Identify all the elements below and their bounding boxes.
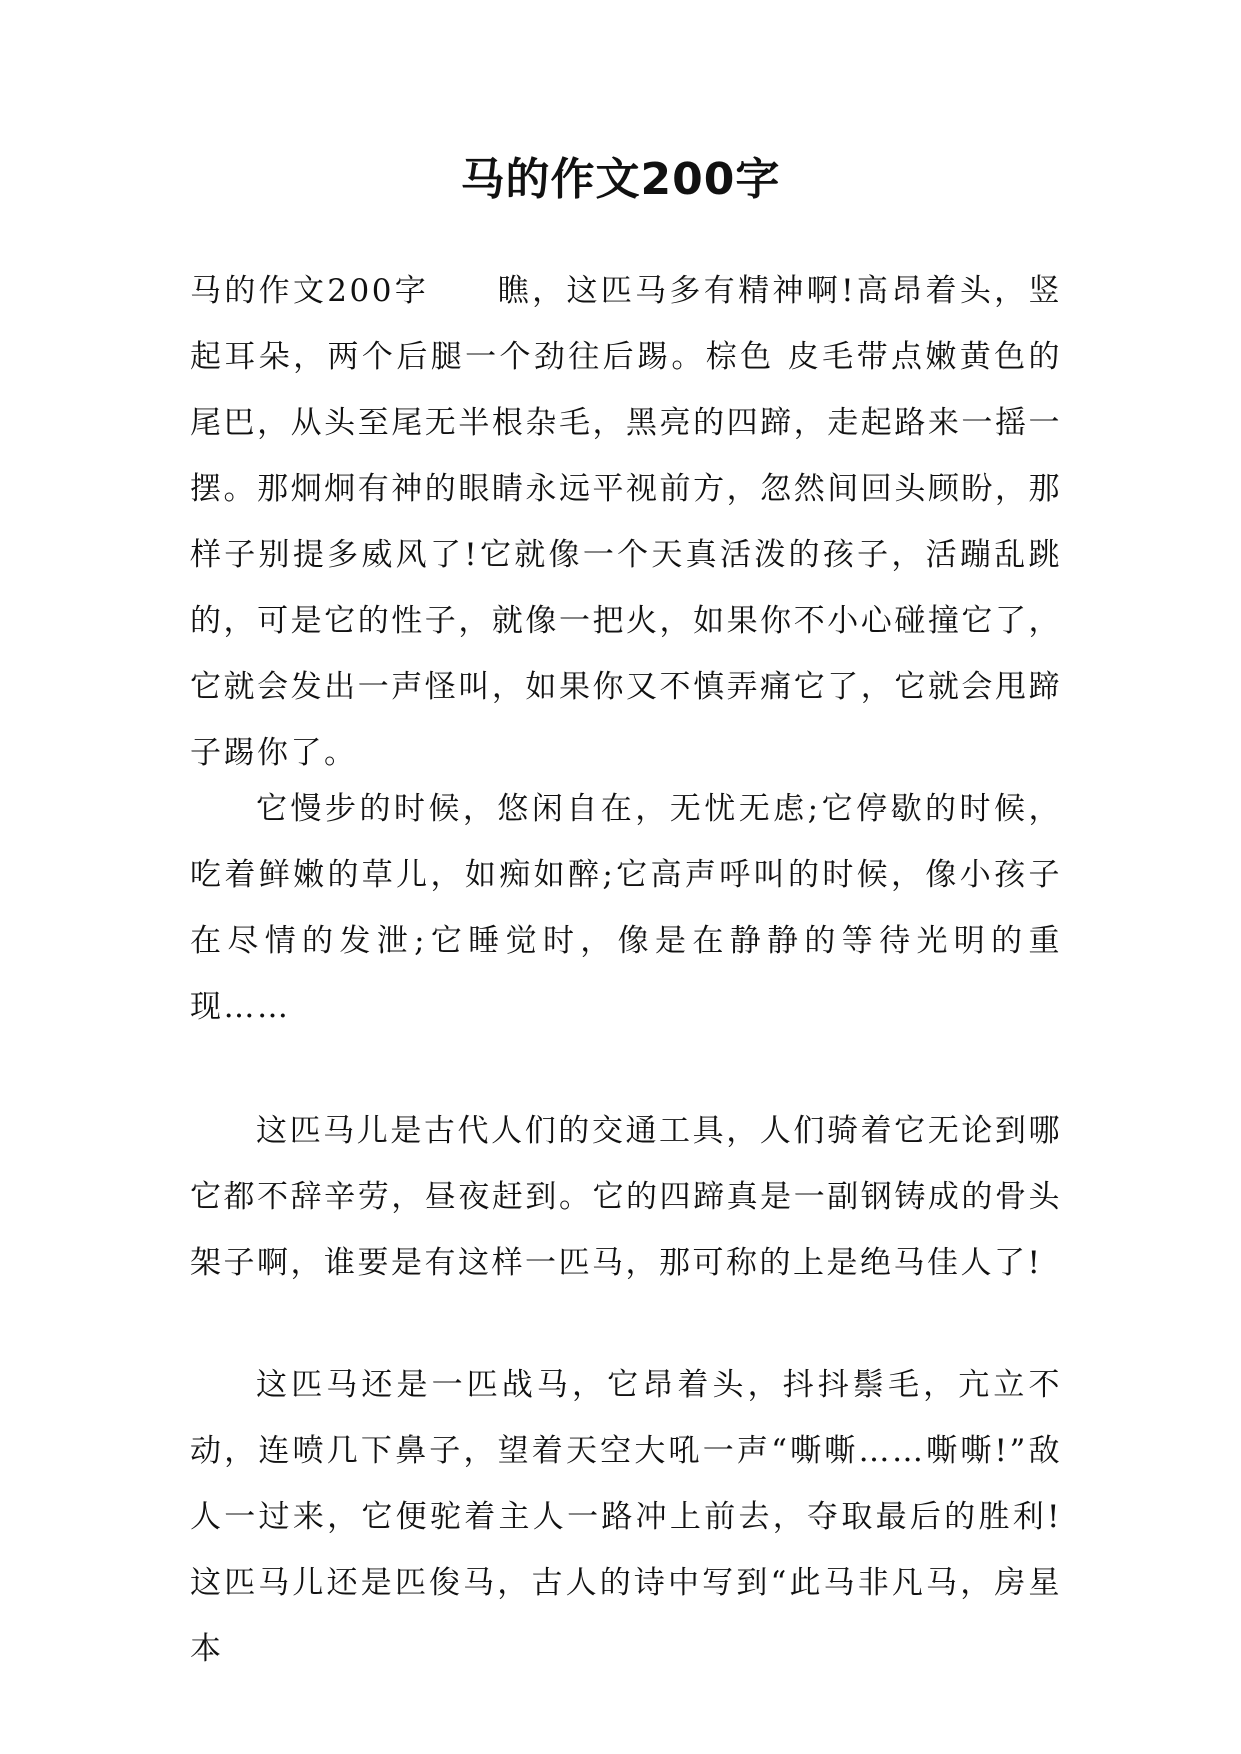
paragraph-3: 这匹马儿是古代人们的交通工具，人们骑着它无论到哪它都不辞辛劳，昼夜赶到。它的四蹄真是一副钢铸成的骨头架子啊，谁要是有这样一匹马，那可称的上是绝马佳人了! [190,1113,1062,1281]
paragraph-4: 这匹马还是一匹战马，它昂着头，抖抖鬃毛，亢立不动，连喷几下鼻子，望着天空大吼一声“嘶嘶……嘶嘶!”敌人一过来，它便驼着主人一路冲上前去，夺取最后的胜利!这匹马儿还是匹俊马，古人的诗中写到“此马非凡马，房星本 [190,1367,1062,1667]
paragraph-2: 它慢步的时候，悠闲自在，无忧无虑;它停歇的时候，吃着鲜嫩的草儿，如痴如醉;它高声呼叫的时候，像小孩子在尽情的发泄;它睡觉时，像是在静静的等待光明的重现…… [190,791,1062,1025]
paragraph-1: 马的作文200字 瞧，这匹马多有精神啊!高昂着头，竖起耳朵，两个后腿一个劲往后踢。棕色 皮毛带点嫩黄色的尾巴，从头至尾无半根杂毛，黑亮的四蹄，走起路来一摇一摆。那炯炯有神的眼睛永远平视前方，忽然间回头顾盼，那样子别提多威风了!它就像一个天真活泼的孩子，活蹦乱跳的，可是它的性子，就像一把火，如果你不小心碰撞它了，它就会发出一声怪叫，如果你又不慎弄痛它了，它就会甩蹄子踢你了。 [190,273,1062,771]
document-title: 马的作文200字 [460,154,781,205]
